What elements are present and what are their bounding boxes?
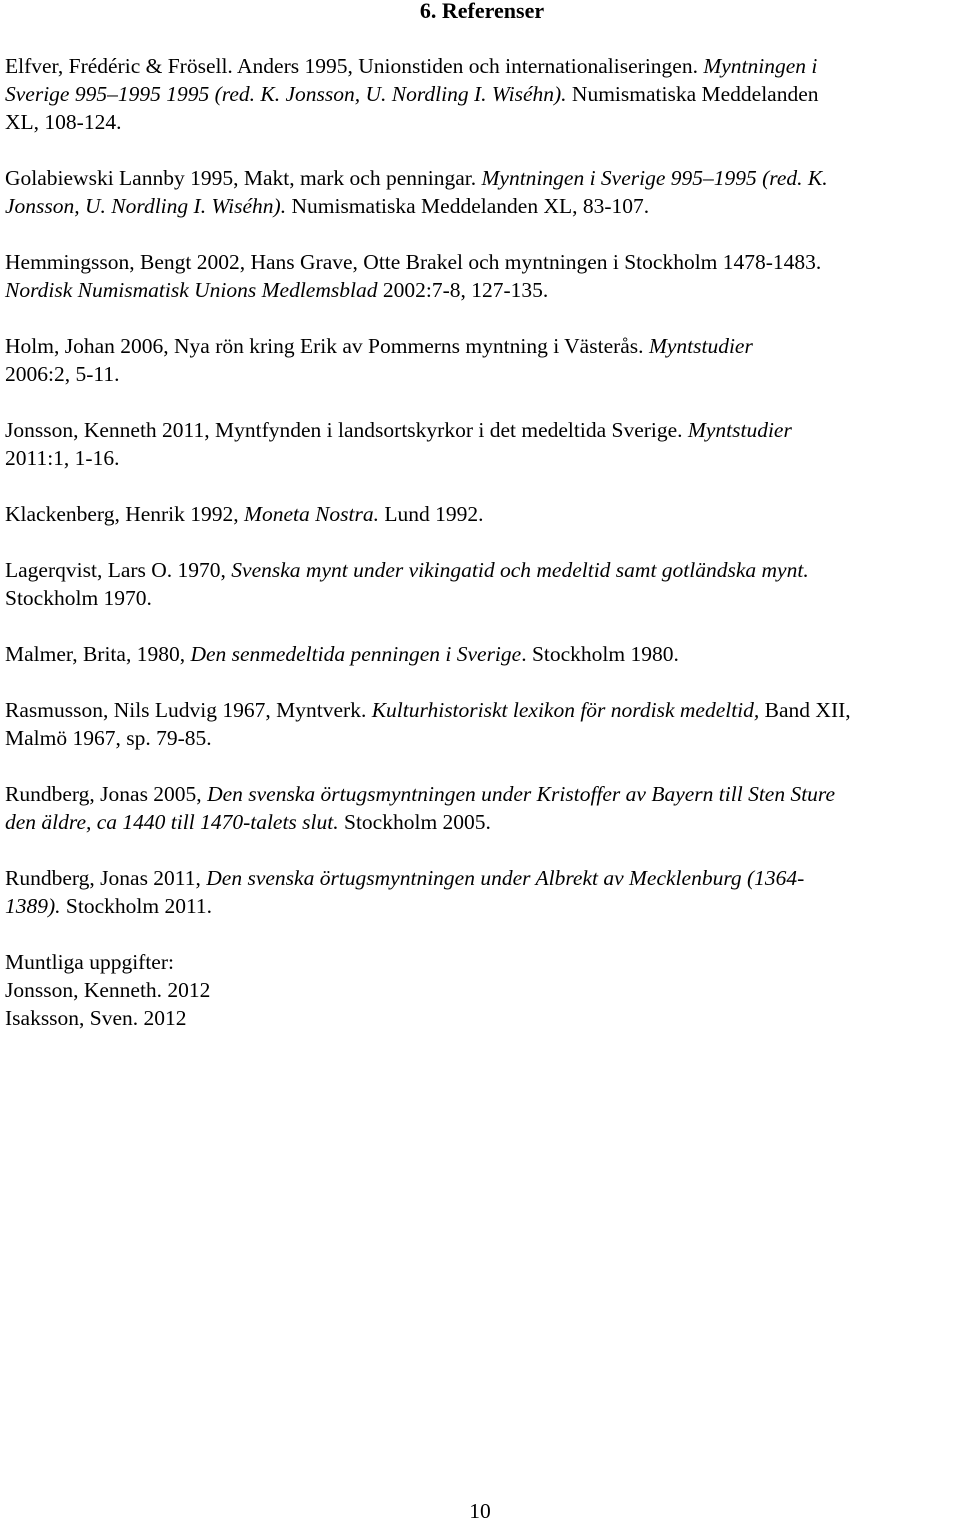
reference-text: Holm, Johan 2006, Nya rön kring Erik av Pommerns myntning i Västerås. <box>5 334 649 358</box>
reference-text: 2006:2, 5-11. <box>5 362 120 386</box>
reference-entry <box>5 556 957 612</box>
reference-text: 2002:7-8, 127-135. <box>377 278 549 302</box>
reference-text: Jonsson, Kenneth 2011, Myntfynden i landsortskyrkor i det medeltida Sverige. <box>5 418 688 442</box>
reference-italic-text: Myntstudier <box>687 418 792 442</box>
reference-text: Elfver, Frédéric & Frösell. Anders 1995, Unionstiden och internationaliseringen. <box>5 54 704 78</box>
page-number: 10 <box>469 1499 491 1523</box>
reference-text: . Stockholm 1980. <box>521 642 679 666</box>
reference-italic-text: Kulturhistoriskt lexikon för nordisk medeltid, <box>371 698 760 722</box>
reference-entry <box>5 248 957 304</box>
reference-line <box>5 864 957 892</box>
reference-text: Stockholm 2011. <box>60 894 213 918</box>
reference-text: Stockholm 2005. <box>338 810 491 834</box>
reference-italic-text: Den svenska örtugsmyntningen under Albrekt av Mecklenburg (1364- <box>206 866 805 890</box>
reference-italic-text: Den svenska örtugsmyntningen under Kristoffer av Bayern till Sten Sture <box>207 782 836 806</box>
reference-italic-text: Myntningen i <box>703 54 818 78</box>
reference-italic-text: Myntstudier <box>648 334 753 358</box>
reference-text: Lagerqvist, Lars O. 1970, <box>5 558 232 582</box>
reference-line <box>5 556 957 584</box>
oral-sources <box>5 948 905 1032</box>
reference-italic-text: Nordisk Numismatisk Unions Medlemsblad <box>5 278 378 302</box>
reference-italic-text: den äldre, ca 1440 till 1470-talets slut. <box>5 810 339 834</box>
reference-entry <box>5 164 957 220</box>
reference-line <box>5 724 957 752</box>
reference-entry <box>5 780 957 836</box>
reference-italic-text: Moneta Nostra. <box>244 502 380 526</box>
reference-line <box>5 164 957 192</box>
reference-line <box>5 584 957 612</box>
reference-line <box>5 192 957 220</box>
reference-italic-text: Myntningen i Sverige 995–1995 (red. K. <box>481 166 828 190</box>
reference-line <box>5 808 957 836</box>
reference-line <box>5 500 957 528</box>
reference-italic-text: Jonsson, U. Nordling I. Wiséhn). <box>5 194 287 218</box>
reference-entry <box>5 696 957 752</box>
section-heading: 6. Referenser <box>419 0 545 23</box>
reference-line <box>5 52 957 80</box>
reference-text: Band XII, <box>759 698 851 722</box>
reference-entry <box>5 52 957 136</box>
oral-sources-title: Muntliga uppgifter: <box>5 950 174 974</box>
reference-line <box>5 80 957 108</box>
reference-text: Stockholm 1970. <box>5 586 152 610</box>
reference-text: Malmö 1967, sp. 79-85. <box>5 726 212 750</box>
reference-line <box>5 248 957 276</box>
reference-line <box>5 360 957 388</box>
reference-entry <box>5 640 957 668</box>
reference-text: Lund 1992. <box>379 502 484 526</box>
reference-text: XL, 108-124. <box>5 110 122 134</box>
reference-entry <box>5 864 957 920</box>
reference-line <box>5 276 957 304</box>
reference-text: Numismatiska Meddelanden <box>566 82 819 106</box>
reference-text: 2011:1, 1-16. <box>5 446 120 470</box>
reference-entry <box>5 500 957 528</box>
reference-line <box>5 444 957 472</box>
reference-line <box>5 332 957 360</box>
reference-text: Malmer, Brita, 1980, <box>5 642 191 666</box>
oral-source-item: Jonsson, Kenneth. 2012 <box>5 978 211 1002</box>
reference-italic-text: Den senmedeltida penningen i Sverige <box>190 642 522 666</box>
reference-italic-text: Svenska mynt under vikingatid och medeltid samt gotländska mynt. <box>231 558 809 582</box>
reference-text: Numismatiska Meddelanden XL, 83-107. <box>286 194 650 218</box>
reference-text: Rasmusson, Nils Ludvig 1967, Myntverk. <box>5 698 372 722</box>
reference-entry <box>5 332 957 388</box>
reference-line <box>5 416 957 444</box>
reference-text: Rundberg, Jonas 2005, <box>5 782 208 806</box>
oral-source-item: Isaksson, Sven. 2012 <box>5 1006 187 1030</box>
reference-line <box>5 108 957 136</box>
reference-italic-text: 1389). <box>5 894 61 918</box>
reference-line <box>5 640 957 668</box>
reference-italic-text: Sverige 995–1995 1995 (red. K. Jonsson, U. Nordling I. Wiséhn). <box>5 82 567 106</box>
reference-text: Golabiewski Lannby 1995, Makt, mark och penningar. <box>5 166 482 190</box>
reference-line <box>5 780 957 808</box>
reference-line <box>5 696 957 724</box>
reference-entry <box>5 416 957 472</box>
reference-text: Rundberg, Jonas 2011, <box>5 866 207 890</box>
reference-line <box>5 892 957 920</box>
reference-text: Hemmingsson, Bengt 2002, Hans Grave, Otte Brakel och myntningen i Stockholm 1478-1483. <box>5 250 822 274</box>
reference-text: Klackenberg, Henrik 1992, <box>5 502 245 526</box>
